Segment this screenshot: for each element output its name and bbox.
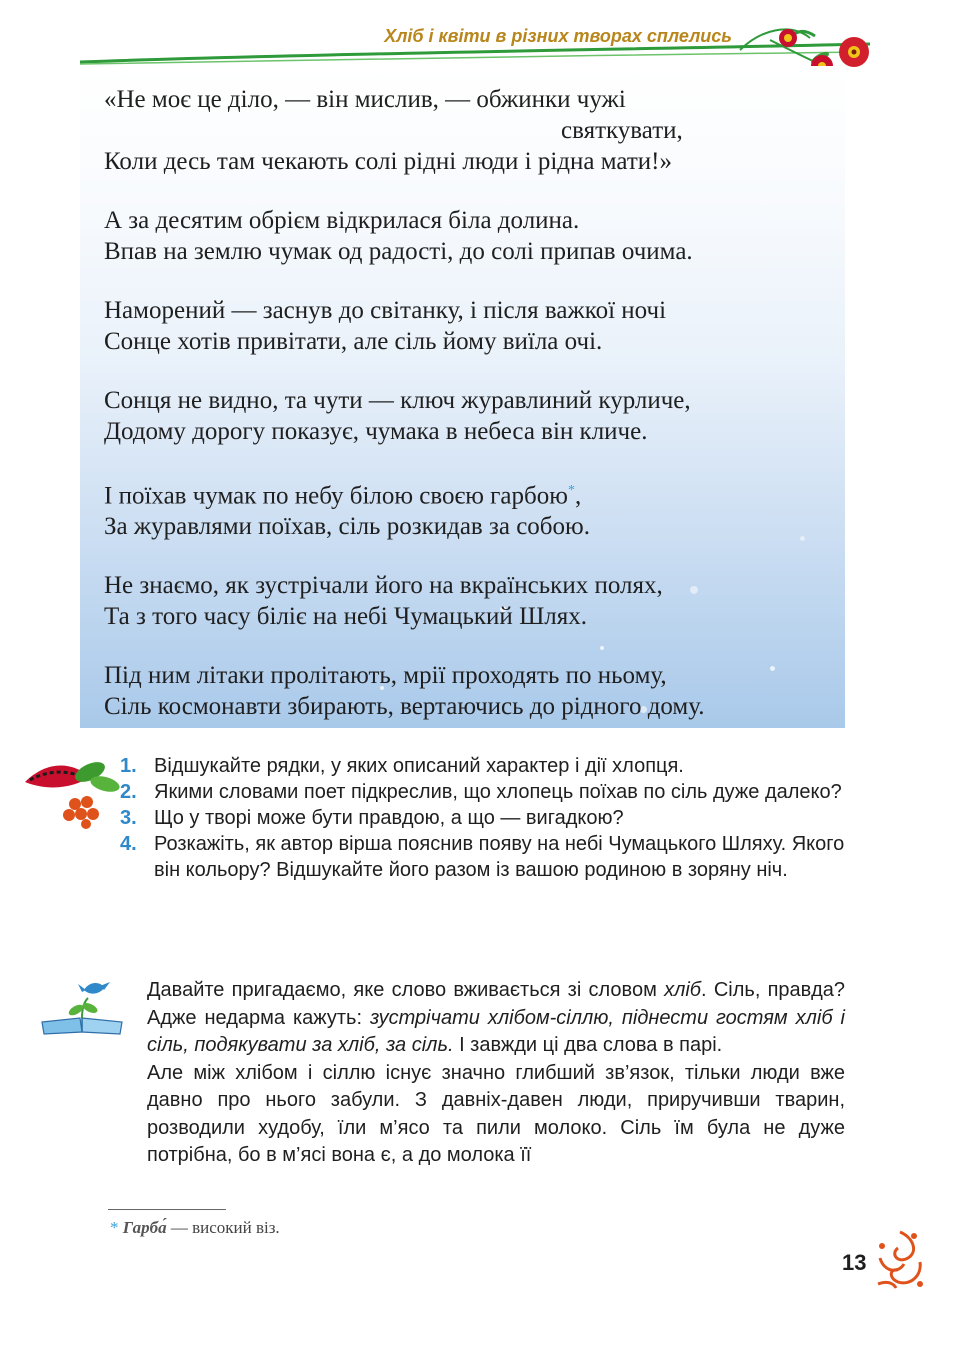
poem-line-punct: ,: [574, 482, 582, 510]
poem-line: Додому дорогу показує, чумака в небеса він кличе.: [104, 418, 648, 445]
page-number: 13: [842, 1250, 867, 1275]
question-number: 1.: [120, 755, 137, 777]
footnote-rule: [108, 1209, 226, 1210]
poem-line: А за десятим обрієм відкрилася біла долина.: [104, 207, 580, 234]
prose-text: [147, 977, 845, 1170]
question-number: 4.: [120, 833, 137, 855]
poem-line-text: І поїхав чумак по небу білою своєю гарбою: [104, 482, 568, 510]
prose-emphasis: хліб: [664, 979, 702, 1001]
poem-line: [104, 475, 834, 511]
poem-box: [80, 66, 845, 728]
prose-segment: . Сіль, правда? Адже недарма кажуть:: [147, 979, 845, 1029]
stanza-1: [104, 84, 834, 177]
stanza-2: [104, 205, 834, 267]
stanza-5: [104, 475, 834, 542]
poem-line: Сіль космонавти збирають, вертаючись до рідного дому.: [104, 693, 705, 721]
poem-text: [104, 84, 834, 722]
poem-line: Під ним літаки пролітають, мрії проходять по ньому,: [104, 662, 667, 690]
prose-paragraph-1: [147, 977, 845, 1060]
questions-list: [120, 753, 850, 883]
question-item: [120, 753, 850, 779]
poem-line: Сонце хотів привітати, але сіль йому виїла очі.: [104, 328, 603, 355]
footnote-star: *: [110, 1218, 119, 1237]
question-item: [120, 831, 850, 883]
poem-line: Сонця не видно, та чути — ключ журавлиний курличе,: [104, 387, 691, 414]
prose-segment: І завжди ці два слова в парі.: [453, 1034, 723, 1056]
prose-segment: Давайте пригадаємо, яке слово вживається зі словом: [147, 979, 665, 1001]
rowan-branch-icon: [20, 752, 130, 832]
stanza-3: [104, 295, 834, 357]
question-item: [120, 805, 850, 831]
stanza-4: [104, 385, 834, 447]
footnote-term: Гарба́: [122, 1218, 167, 1237]
poem-line: святкувати,: [561, 117, 683, 144]
poem-line: Наморений — заснув до світанку, і після важкої ночі: [104, 297, 667, 324]
poem-line: Впав на землю чумак од радості, до солі припав очима.: [104, 238, 693, 265]
prose-paragraph-2: Але між хлібом і сіллю існує значно глибший зв’язок, тільки люди вже давно про нього забули. З давніх-давен люди, приручивши тварин, розводили худобу, їли м’ясо та пили молоко. Сіль їм була не дуже потрібна, бо в м’ясі вона є, а до молока її: [147, 1061, 845, 1166]
book-bird-icon: [38, 978, 128, 1038]
stanza-7: [104, 660, 834, 722]
ornament-icon: [874, 1228, 926, 1290]
stanza-6: [104, 570, 834, 632]
prose-emphasis: зустрічати хлібом-сіллю, піднести гостям хліб і сіль, подякувати за хліб, за сіль.: [147, 1006, 845, 1056]
poem-line: За журавлями поїхав, сіль розкидав за собою.: [104, 513, 590, 541]
footnote-text: — високий віз.: [166, 1218, 280, 1237]
poem-line: Та з того часу біліє на небі Чумацький Шлях.: [104, 603, 588, 631]
question-text: Розкажіть, як автор вірша пояснив появу на небі Чумацького Шляху. Якого він кольору? Відшукайте його разом із вашою родиною в зоряну ніч.: [154, 833, 845, 881]
poem-line: Коли десь там чекають солі рідні люди і рідна мати!»: [104, 148, 672, 175]
question-item: [120, 779, 850, 805]
footnote-marker: *: [567, 483, 575, 498]
question-text: Відшукайте рядки, у яких описаний характер і дії хлопця.: [154, 755, 684, 777]
question-number: 3.: [120, 807, 137, 829]
poem-line: Не знаємо, як зустрічали його на вкраїнських полях,: [104, 572, 663, 600]
question-number: 2.: [120, 781, 137, 803]
poem-line: «Не моє це діло, — він мислив, — обжинки чужі: [104, 86, 626, 113]
question-text: Що у творі може бути правдою, а що — вигадкою?: [154, 807, 624, 829]
question-text: Якими словами поет підкреслив, що хлопець поїхав по сіль дуже далеко?: [154, 781, 842, 803]
running-header-title: Хліб і квіти в різних творах сплелись: [384, 26, 732, 46]
footnote: [110, 1218, 280, 1238]
